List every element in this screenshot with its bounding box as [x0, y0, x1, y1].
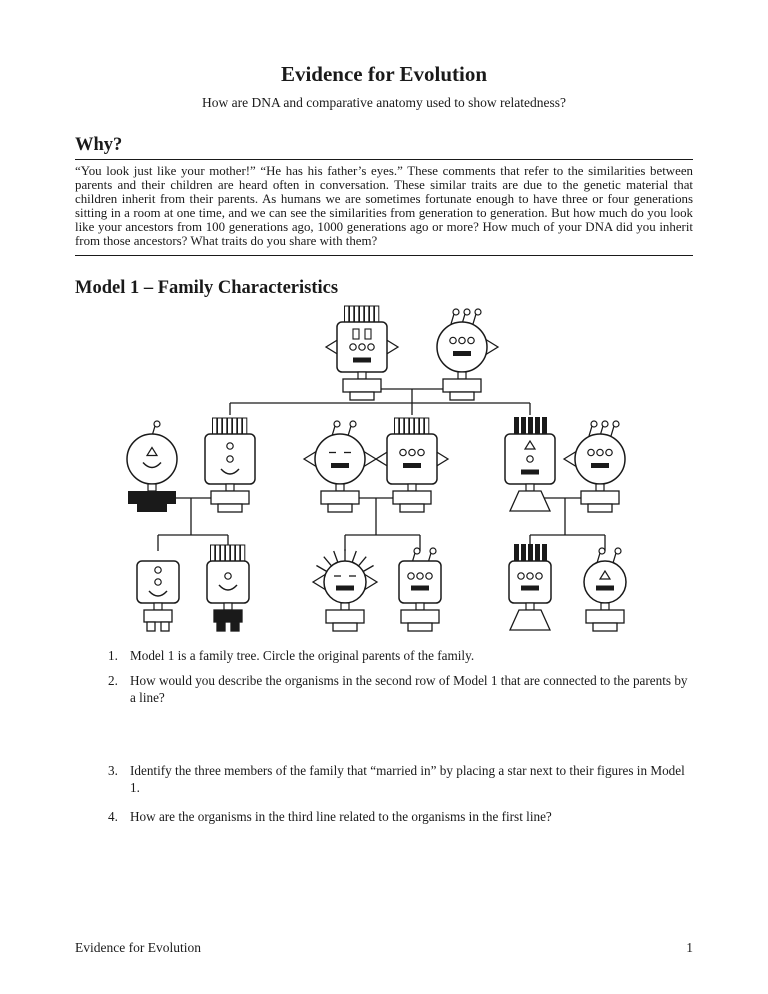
question-2 [75, 672, 693, 706]
question-1 [75, 647, 693, 664]
question-number: 4. [108, 809, 118, 825]
figure-grandchild6 [584, 548, 626, 631]
figure-mother [437, 309, 498, 400]
figure-grandchild2 [207, 545, 249, 631]
question-text: How would you describe the organisms in the second row of Model 1 that are connected to the parents by a line? [130, 673, 688, 706]
question-number: 1. [108, 648, 118, 664]
why-heading: Why? [75, 135, 123, 155]
question-number: 2. [108, 673, 118, 689]
figure-grandchild5 [509, 544, 551, 630]
figure-father [326, 306, 398, 400]
question-4 [75, 808, 693, 825]
why-paragraph: “You look just like your mother!” “He has his father’s eyes.” These comments that refer to the similarities between parents and their children are heard often in conversation. These similar traits are due to the genetic material that children inherit from their parents. As humans we are sometimes fortunate enough to have three or four generations sitting in a room at one time, and we can see the similarities from generation to generation. But how much do you look like your ancestors from 100 generations ago, 1000 generations ago or more? How much of your DNA did you inherit from those ancestors? What traits do you share with them? [75, 164, 693, 248]
question-text: How are the organisms in the third line related to the organisms in the first line? [130, 809, 552, 825]
footer-title: Evidence for Evolution [75, 940, 201, 955]
divider-bottom [75, 255, 693, 256]
figure-grandchild1 [137, 561, 179, 631]
divider-top [75, 159, 693, 160]
question-text: Model 1 is a family tree. Circle the original parents of the family. [130, 648, 475, 664]
figure-daughter1 [505, 417, 555, 511]
question-3 [75, 762, 693, 796]
page-subtitle: How are DNA and comparative anatomy used to show relatedness? [201, 95, 566, 110]
figure-grandchild3 [313, 549, 377, 631]
figure-son1 [205, 418, 255, 512]
question-number: 3. [108, 763, 118, 779]
figure-grandchild4 [399, 548, 441, 631]
page-title: Evidence for Evolution [280, 62, 488, 86]
family-tree-diagram [75, 303, 693, 637]
questions-list [75, 647, 693, 825]
footer-page-number: 1 [686, 940, 693, 955]
figure-son1-spouse [127, 421, 177, 512]
question-text: Identify the three members of the family that “married in” by placing a star next to their figures in Model 1. [130, 763, 685, 796]
page-footer [75, 940, 693, 956]
model1-heading: Model 1 – Family Characteristics [75, 278, 339, 299]
